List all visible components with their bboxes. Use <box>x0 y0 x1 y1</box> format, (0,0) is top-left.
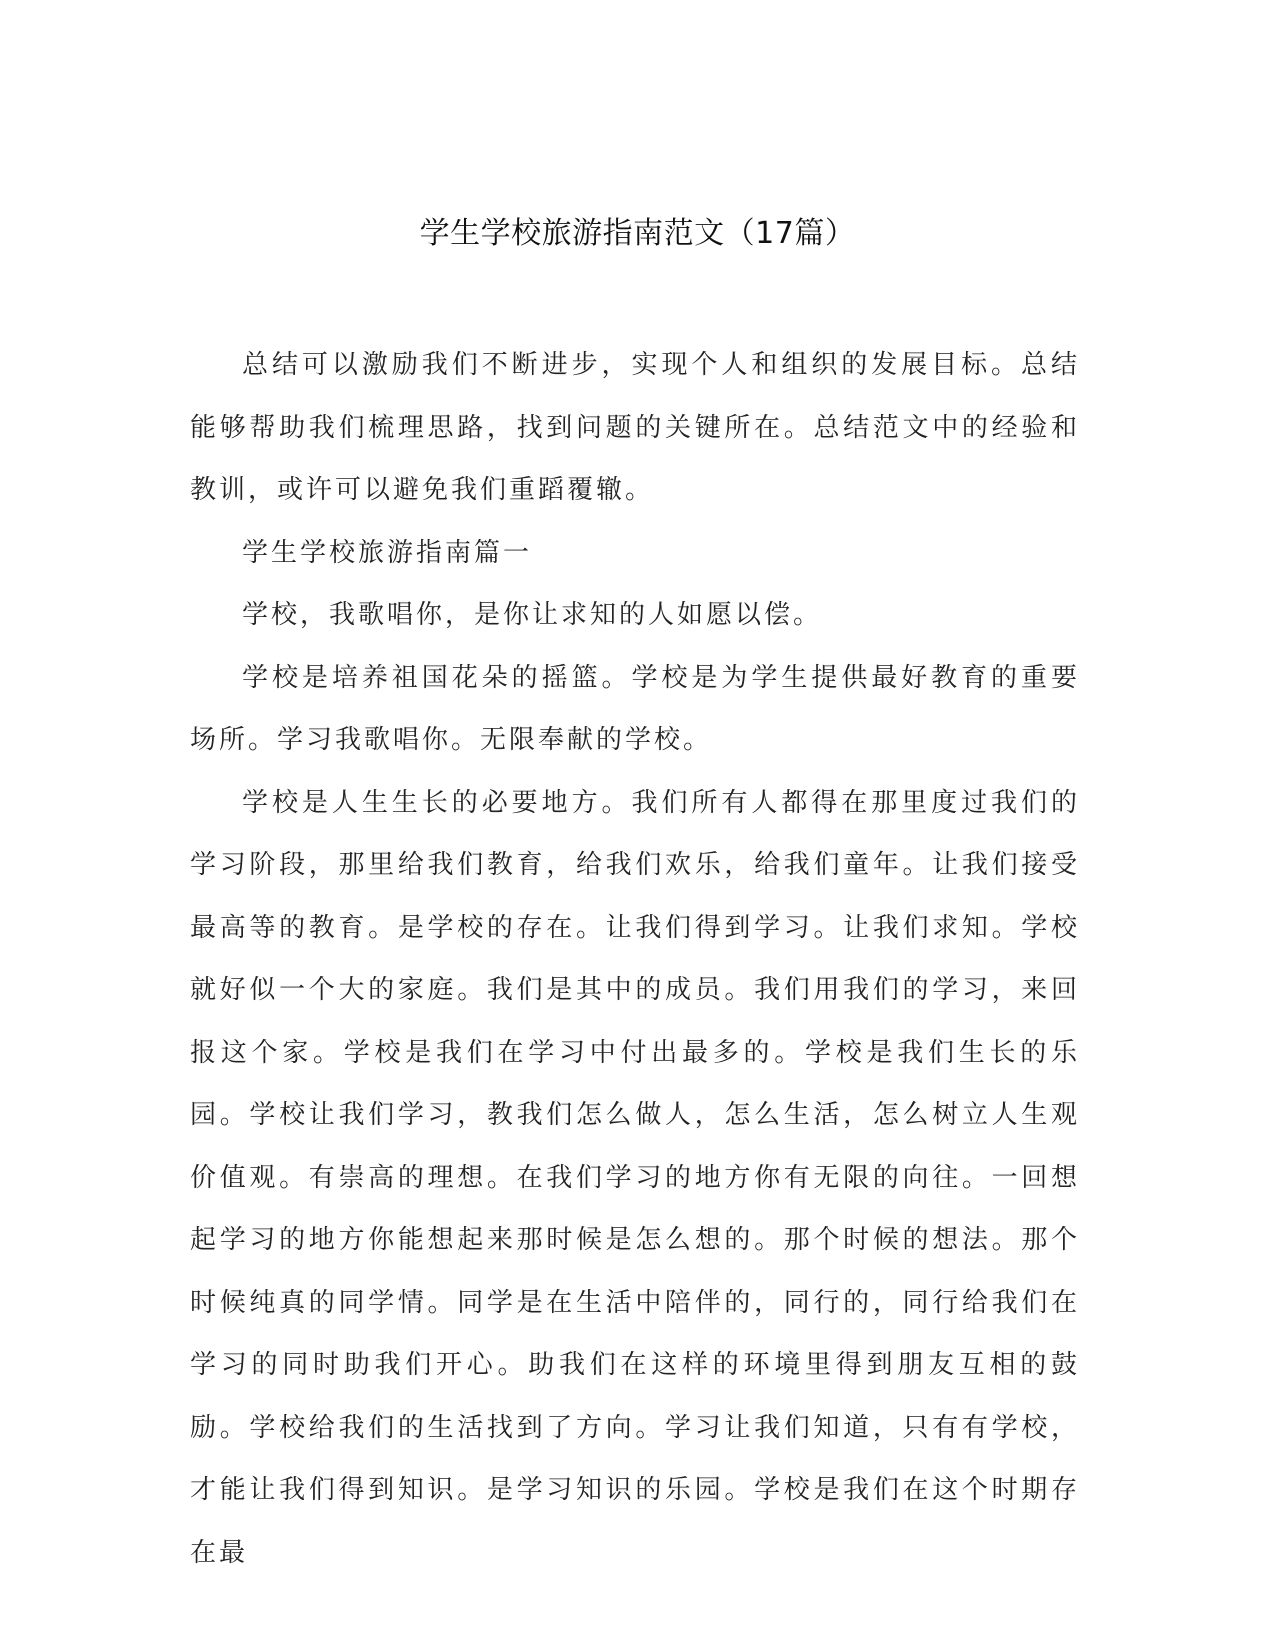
intro-paragraph: 总结可以激励我们不断进步，实现个人和组织的发展目标。总结能够帮助我们梳理思路，找到问题的关键所在。总结范文中的经验和教训，或许可以避免我们重蹈覆辙。 <box>190 350 1080 505</box>
section-heading: 学生学校旅游指南篇一 <box>242 537 533 568</box>
body-paragraph: 学校是培养祖国花朵的摇篮。学校是为学生提供最好教育的重要场所。学习我歌唱你。无限奉献的学校。 <box>190 662 1080 755</box>
body-paragraph: 学校是人生生长的必要地方。我们所有人都得在那里度过我们的学习阶段，那里给我们教育，给我们欢乐，给我们童年。让我们接受最高等的教育。是学校的存在。让我们得到学习。让我们求知。学校就好似一个大的家庭。我们是其中的成员。我们用我们的学习，来回报这个家。学校是我们在学习中付出最多的。学校是我们生长的乐园。学校让我们学习，教我们怎么做人，怎么生活，怎么树立人生观价值观。有崇高的理想。在我们学习的地方你有无限的向往。一回想起学习的地方你能想起来那时候是怎么想的。那个时候的想法。那个时候纯真的同学情。同学是在生活中陪伴的，同行的，同行给我们在学习的同时助我们开心。助我们在这样的环境里得到朋友互相的鼓励。学校给我们的生活找到了方向。学习让我们知道，只有有学校，才能让我们得到知识。是学习知识的乐园。学校是我们在这个时期存在最 <box>190 787 1080 1568</box>
document-body <box>190 334 1080 1584</box>
document-title: 学生学校旅游指南范文（17篇） <box>419 216 856 251</box>
body-paragraph: 学校，我歌唱你，是你让求知的人如愿以偿。 <box>242 600 823 630</box>
